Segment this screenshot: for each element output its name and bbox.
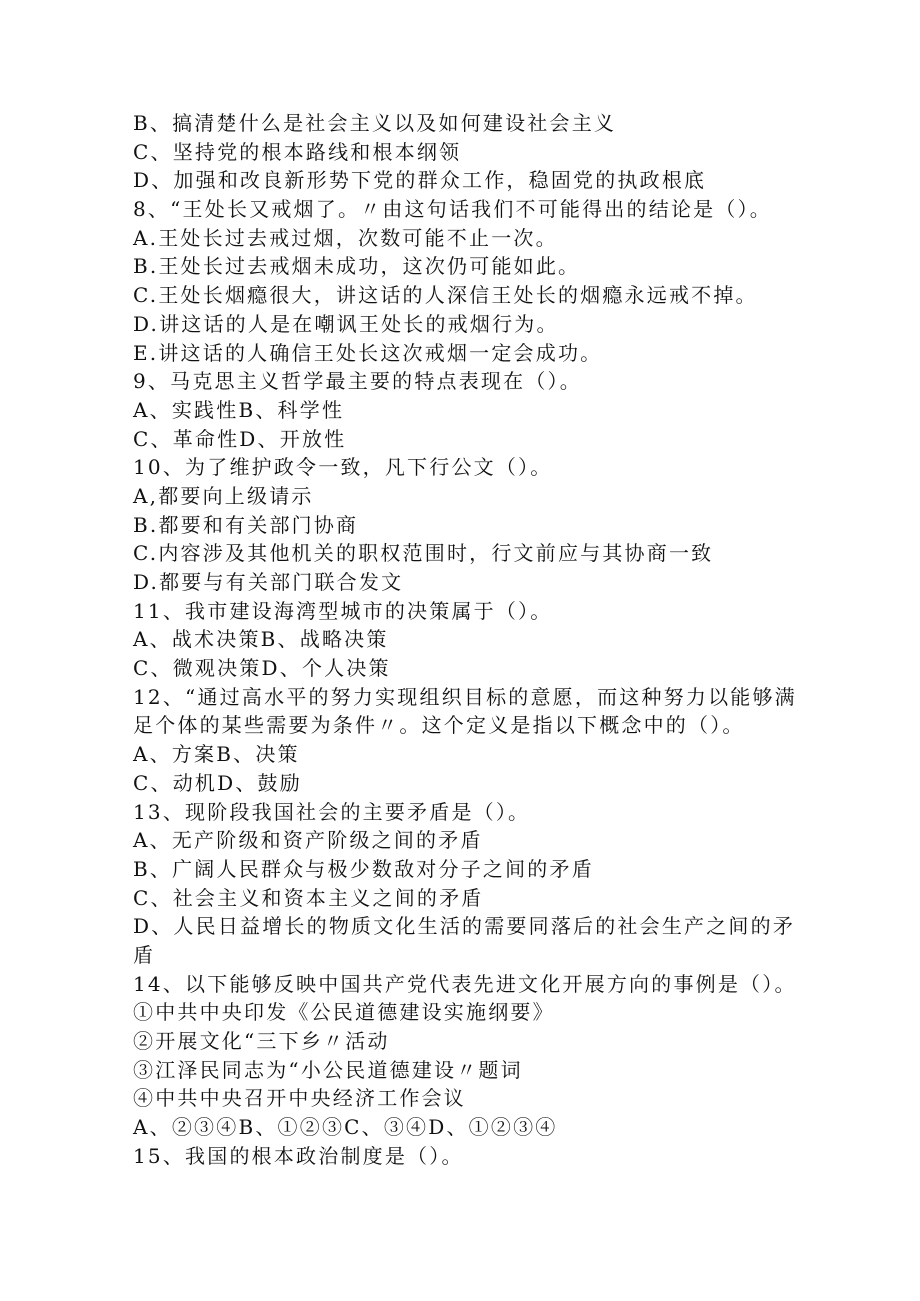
answer-options-cd-q11: C、微观决策D、个人决策 <box>133 656 391 681</box>
answer-option-a-q10: A,都要向上级请示 <box>133 483 314 508</box>
answer-option-e-q8: E.讲这话的人确信王处长这次戒烟一定会成功。 <box>133 340 603 365</box>
statement-1-q14: ①中共中央印发《公民道德建设实施纲要》 <box>133 1000 555 1025</box>
question-8: 8、“王处长又戒烟了。〃由这句话我们不可能得出的结论是（）。 <box>133 197 772 222</box>
statement-2-q14: ②开展文化“三下乡〃活动 <box>133 1029 390 1053</box>
answer-option-b-q10: B.都要和有关部门协商 <box>133 512 359 537</box>
answer-option-c-q8: C.王处长烟瘾很大，讲这话的人深信王处长的烟瘾永远戒不掉。 <box>133 283 758 308</box>
answer-option-a-q13: A、无产阶级和资产阶级之间的矛盾 <box>133 828 483 853</box>
answer-options-ab-q9: A、实践性B、科学性 <box>133 397 345 422</box>
answer-option-c-q13: C、社会主义和资本主义之间的矛盾 <box>133 885 484 910</box>
statement-3-q14: ③江泽民同志为“小公民道德建设〃题词 <box>133 1057 523 1082</box>
answer-option-d-q13: D、人民日益增长的物质文化生活的需要同落后的社会生产之间的矛 <box>133 914 796 939</box>
answer-options-ab-q11: A、战术决策B、战略决策 <box>133 627 389 652</box>
question-10: 10、为了维护政令一致，凡下行公文（）。 <box>133 455 553 480</box>
answer-option-d-q10: D.都要与有关部门联合发文 <box>133 570 404 594</box>
answer-option-b-q7: B、搞清楚什么是社会主义以及如何建设社会主义 <box>133 111 617 135</box>
answer-options-q14: A、②③④B、①②③C、③④D、①②③④ <box>133 1115 558 1140</box>
answer-options-cd-q12: C、动机D、鼓励 <box>133 770 302 795</box>
answer-option-c-q7: C、坚持党的根本路线和根本纲领 <box>133 139 462 164</box>
answer-option-d-q8: D.讲这话的人是在嘲讽王处长的戒烟行为。 <box>133 311 559 336</box>
answer-options-cd-q9: C、革命性D、开放性 <box>133 426 347 451</box>
question-12: 12、“通过高水平的努力实现组织目标的意愿，而这种努力以能够满 <box>133 684 797 709</box>
answer-options-ab-q12: A、方案B、决策 <box>133 742 300 767</box>
answer-option-b-q13: B、广阔人民群众与极少数敌对分子之间的矛盾 <box>133 856 594 881</box>
question-12-continued: 足个体的某些需要为条件〃。这个定义是指以下概念中的（）。 <box>133 713 745 738</box>
answer-option-a-q8: A.王处长过去戒过烟，次数可能不止一次。 <box>133 225 558 250</box>
statement-4-q14: ④中共中央召开中央经济工作会议 <box>133 1086 466 1111</box>
answer-option-b-q8: B.王处长过去戒烟未成功，这次仍可能如此。 <box>133 254 581 279</box>
answer-option-c-q10: C.内容涉及其他机关的职权范围时，行文前应与其协商一致 <box>133 541 714 566</box>
question-11: 11、我市建设海湾型城市的决策属于（）。 <box>133 598 553 623</box>
answer-option-d-q7: D、加强和改良新形势下党的群众工作，稳固党的执政根底 <box>133 168 707 193</box>
question-13: 13、现阶段我国社会的主要矛盾是（）。 <box>133 799 531 824</box>
answer-option-d-q13-continued: 盾 <box>133 942 156 967</box>
question-15: 15、我国的根本政治制度是（）。 <box>133 1143 464 1168</box>
question-14: 14、以下能够反映中国共产党代表先进文化开展方向的事例是（）。 <box>133 971 797 996</box>
question-9: 9、马克思主义哲学最主要的特点表现在（）。 <box>133 369 582 394</box>
document-body <box>133 109 797 1170</box>
